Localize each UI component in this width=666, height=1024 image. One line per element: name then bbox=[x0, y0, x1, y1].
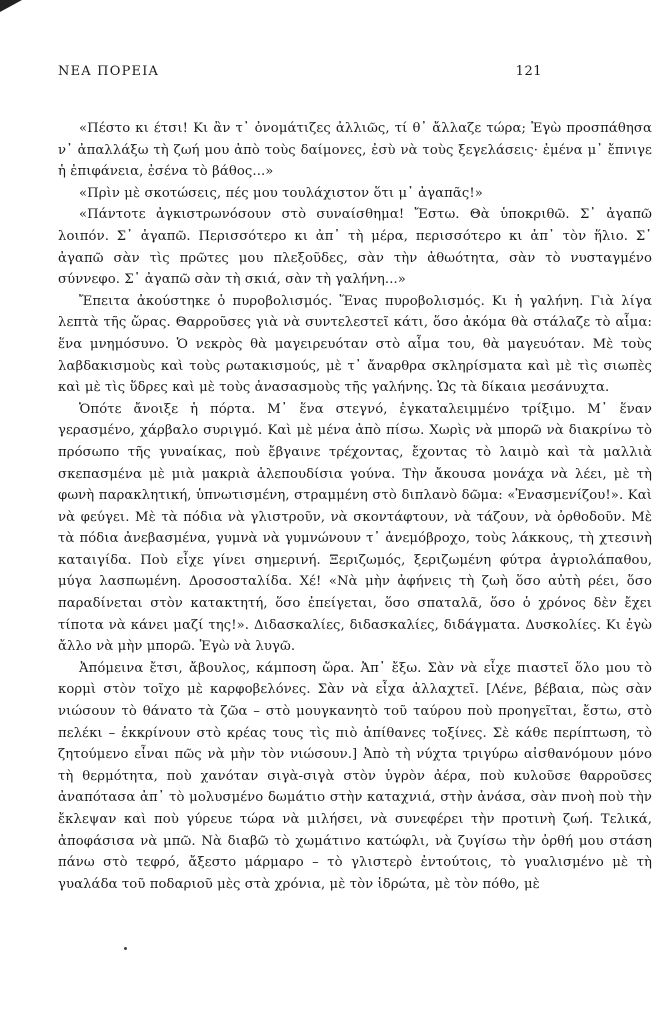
stray-mark bbox=[124, 947, 127, 950]
page-number: 121 bbox=[515, 64, 542, 79]
body-text bbox=[58, 118, 652, 895]
running-header bbox=[58, 64, 542, 82]
paragraph: «Πρὶν μὲ σκοτώσεις, πές μου τουλάχιστον ὅτι μ᾽ ἀγαπᾶς!» bbox=[79, 185, 483, 201]
paragraph: «Πάντοτε ἀγκιστρωνόσουν στὸ συναίσθημα! Ἔστω. Θὰ ὑποκριθῶ. Σ᾽ ἀγαπῶ λοιπόν. Σ᾽ ἀγαπῶ. Περισσότερο κι ἀπ᾽ τὴ μέρα, περισσότερο κι ἀπ᾽ τὸν ἥλιο. Σ᾽ ἀγαπῶ σὰν τὶς πρῶτες μου πλεξοῦδες, σὰν τὴν ἀθωότητα, σὰν τὸ νυσταγμένο σύννεφο. Σ᾽ ἀγαπῶ σὰν τὴ σκιά, σὰν τὴ γαλήνη...» bbox=[58, 207, 652, 288]
running-title: ΝΕΑ ΠΟΡΕΙΑ bbox=[58, 64, 160, 79]
paragraph: «Πέστο κι έτσι! Κι ἂν τ᾽ ὀνομάτιζες ἀλλιῶς, τί θ᾽ ἄλλαζε τώρα; Ἐγὼ προσπάθησα ν᾽ ἀπαλλάξω τὴ ζωή μου ἀπὸ τοὺς δαίμονες, ἐσὺ νὰ τοὺς ξεγελάσεις· ἐμένα μ᾽ ἔπνιγε ἡ ἐπιφάνεια, ἐσένα τὸ βάθος...» bbox=[58, 121, 652, 180]
paragraph: Ὁπότε ἄνοιξε ἡ πόρτα. Μ᾽ ἕνα στεγνό, ἐγκαταλειμμένο τρίξιμο. Μ᾽ ἕναν γερασμένο, χάρβαλο συριγμό. Καὶ μὲ μένα ἀπὸ πίσω. Χωρὶς νὰ μπορῶ νὰ διακρίνω τὸ πρόσωπο τῆς γυναίκας, ποὺ ἔβγαινε τρέχοντας, ἔχοντας τὸ λαιμὸ καὶ τὰ μαλλιὰ σκεπασμένα μὲ μιὰ μακριὰ ἀλεπουδίσια γούνα. Τὴν ἄκουσα μονάχα νὰ λέει, μὲ τὴ φωνὴ παρακλητική, ὑπνωτισμένη, στραμμένη στὸ διπλανὸ δῶμα: «Ἐνασμενίζου!». Καὶ νὰ φεύγει. Μὲ τὰ πόδια νὰ γλιστροῦν, νὰ σκοντάφτουν, νὰ τάζουν, νὰ ὀρθοδοῦν. Μὲ τὰ πόδια ἀνεβασμένα, γυμνὰ νὰ γυμνώνουν τ᾽ ἀνεμόβροχο, τοὺς λάκκους, τὴ χτεσινὴ καταιγίδα. Ποὺ εἶχε γίνει σημερινή. Ξεριζωμός, ξεριζωμένη φύτρα ἀγριολάπαθου, μύγα λασπωμένη. Δροσοσταλίδα. Χέ! «Νὰ μὴν ἀφήνεις τὴ ζωὴ ὅσο αὐτὴ ρέει, ὅσο παραδίνεται στὸν κατακτητή, ὅσο ἐπείγεται, ὅσο σπαταλᾶ, ὅσο ὁ χρόνος δὲν ἔχει τίποτα νὰ κάνει μαζί της!». Διδασκαλίες, διδασκαλίες, διδάγματα. Δυσκολίες. Κι ἐγὼ ἄλλο νὰ μὴν μπορῶ. Ἐγὼ νὰ λυγῶ. bbox=[58, 401, 652, 655]
page-corner-mark bbox=[0, 0, 22, 12]
paragraph: Ἔπειτα ἀκούστηκε ὁ πυροβολισμός. Ἕνας πυροβολισμός. Κι ἡ γαλήνη. Γιὰ λίγα λεπτὰ τῆς ὥρας. Θαρροῦσες γιὰ νὰ συντελεστεῖ κάτι, ὅσο ἀκόμα θὰ στάλαζε τὸ αἷμα: ἕνα μνημόσυνο. Ὁ νεκρὸς θὰ μαγειρευόταν στὸ αἷμα του, θὰ μαγευόταν. Μὲ τοὺς λαβδακισμοὺς καὶ τοὺς ρωτακισμούς, μὲ τ᾽ ἄναρθρα σκληρίσματα καὶ μὲ τὶς σιωπὲς καὶ μὲ τὶς ὕδρες καὶ μὲ τοὺς ἀνασασμοὺς τῆς γαλήνης. Ὡς τὰ δίκαια μεσάνυχτα. bbox=[58, 293, 652, 396]
paragraph: Ἀπόμεινα ἔτσι, ἄβουλος, κάμποση ὥρα. Ἀπ᾽ ἔξω. Σὰν νὰ εἶχε πιαστεῖ ὅλο μου τὸ κορμὶ στὸν τοῖχο μὲ καρφοβελόνες. Σὰν νὰ εἶχα ἀλλαχτεῖ. [Λένε, βέβαια, πὼς σὰν νιώσουν τὸ θάνατο τὰ ζῶα – στὸ μουγκανητὸ τοῦ ταύρου ποὺ προηγεῖται, ἔστω, στὸ πελέκι – ἐκκρίνουν στὸ κρέας τους τὶς πιὸ ἀπίθανες τοξίνες. Σὲ κάθε περίπτωση, τὸ ζητούμενο εἶναι πῶς νὰ μὴν τὸν νιώσουν.] Ἀπὸ τὴ νύχτα τριγύρω αἰσθανόμουν μόνο τὴ θερμότητα, ποὺ χανόταν σιγὰ-σιγὰ στὸν ὑγρὸν ἀέρα, ποὺ κυλοῦσε θαρροῦσες ἀναπότασα ἀπ᾽ τὸ μολυσμένο δωμάτιο στὴν καταχνιά, στὴν ἀνάσα, σὰν πνοὴ ποὺ τὴν ἔκλεψαν καὶ ποὺ γύρευε τώρα νὰ μιλήσει, νὰ συνεφέρει τὴν προτινὴ ζωή. Τελικά, ἀποφάσισα νὰ μπῶ. Νὰ διαβῶ τὸ χωμάτινο κατώφλι, νὰ ζυγίσω τὴν ὀρθή μου στάση πάνω στὸ τεφρό, ἄξεστο μάρμαρο – τὸ γλιστερὸ ἐντούτοις, τὸ γυαλισμένο μὲ τὴ γυαλάδα τοῦ ποδαριοῦ μὲς στὰ χρόνια, μὲ τὸν ἱδρώτα, μὲ τὸν πόθο, μὲ bbox=[58, 660, 652, 892]
